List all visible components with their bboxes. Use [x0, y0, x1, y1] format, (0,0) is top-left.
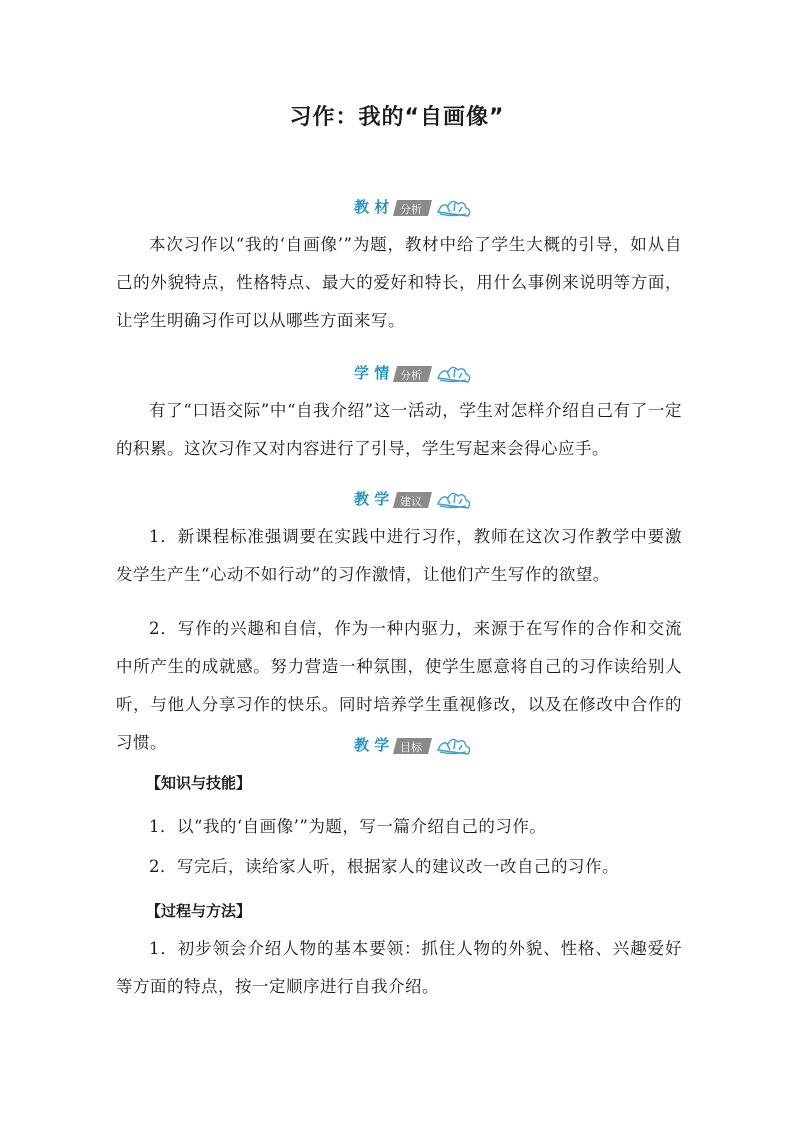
page-title: 习作：我的“自画像” — [289, 105, 505, 130]
badge-main-text: 教 学 — [354, 490, 390, 508]
section-badge-teaching-suggestions — [352, 482, 482, 512]
book-doodle-icon — [438, 201, 470, 216]
badge-tag-text: 分析 — [400, 203, 422, 216]
badge-tag-text: 建议 — [400, 495, 422, 508]
section-badge-textbook-analysis — [352, 190, 482, 220]
subsection-heading: 【过程与方法】 — [146, 902, 252, 920]
badge-tag-text: 目标 — [400, 741, 422, 754]
paragraph: 2．写作的兴趣和自信，作为一种内驱力，来源于在写作的合作和交流中所产生的成就感。努力营造一种氛围，使学生愿意将自己的习作读给别人听，与他人分享习作的快乐。同时培养学生重视修改，以及在修改中合作的习惯。 — [116, 619, 682, 752]
badge-tag-text: 分析 — [400, 369, 422, 382]
badge-main-text: 学 情 — [354, 364, 390, 382]
paragraph: 1．初步领会介绍人物的基本要领：抓住人物的外貌、性格、兴趣爱好等方面的特点，按一定顺序进行自我介绍。 — [116, 939, 682, 996]
paragraph: 有了“口语交际”中“自我介绍”这一活动，学生对怎样介绍自己有了一定的积累。这次习作又对内容进行了引导，学生写起来会得心应手。 — [116, 401, 682, 458]
section-badge-student-analysis — [352, 356, 482, 386]
paragraph: 1．新课程标准强调要在实践中进行习作，教师在这次习作教学中要激发学生产生“心动不如行动”的习作激情，让他们产生写作的欲望。 — [116, 527, 682, 584]
subsection-heading: 【知识与技能】 — [146, 774, 252, 792]
paragraph: 1．以“我的‘自画像’”为题，写一篇介绍自己的习作。 — [149, 817, 547, 836]
paragraph: 2．写完后，读给家人听，根据家人的建议改一改自己的习作。 — [149, 857, 619, 876]
book-doodle-icon — [438, 739, 470, 754]
paragraph: 本次习作以“我的‘自画像’”为题，教材中给了学生大概的引导，如从自己的外貌特点，性格特点、最大的爱好和特长，用什么事例来说明等方面，让学生明确习作可以从哪些方面来写。 — [116, 235, 682, 330]
book-doodle-icon — [438, 367, 470, 382]
badge-main-text: 教 学 — [354, 736, 390, 754]
section-badge-teaching-goals — [352, 728, 482, 758]
badge-main-text: 教 材 — [354, 198, 390, 216]
book-doodle-icon — [438, 493, 470, 508]
